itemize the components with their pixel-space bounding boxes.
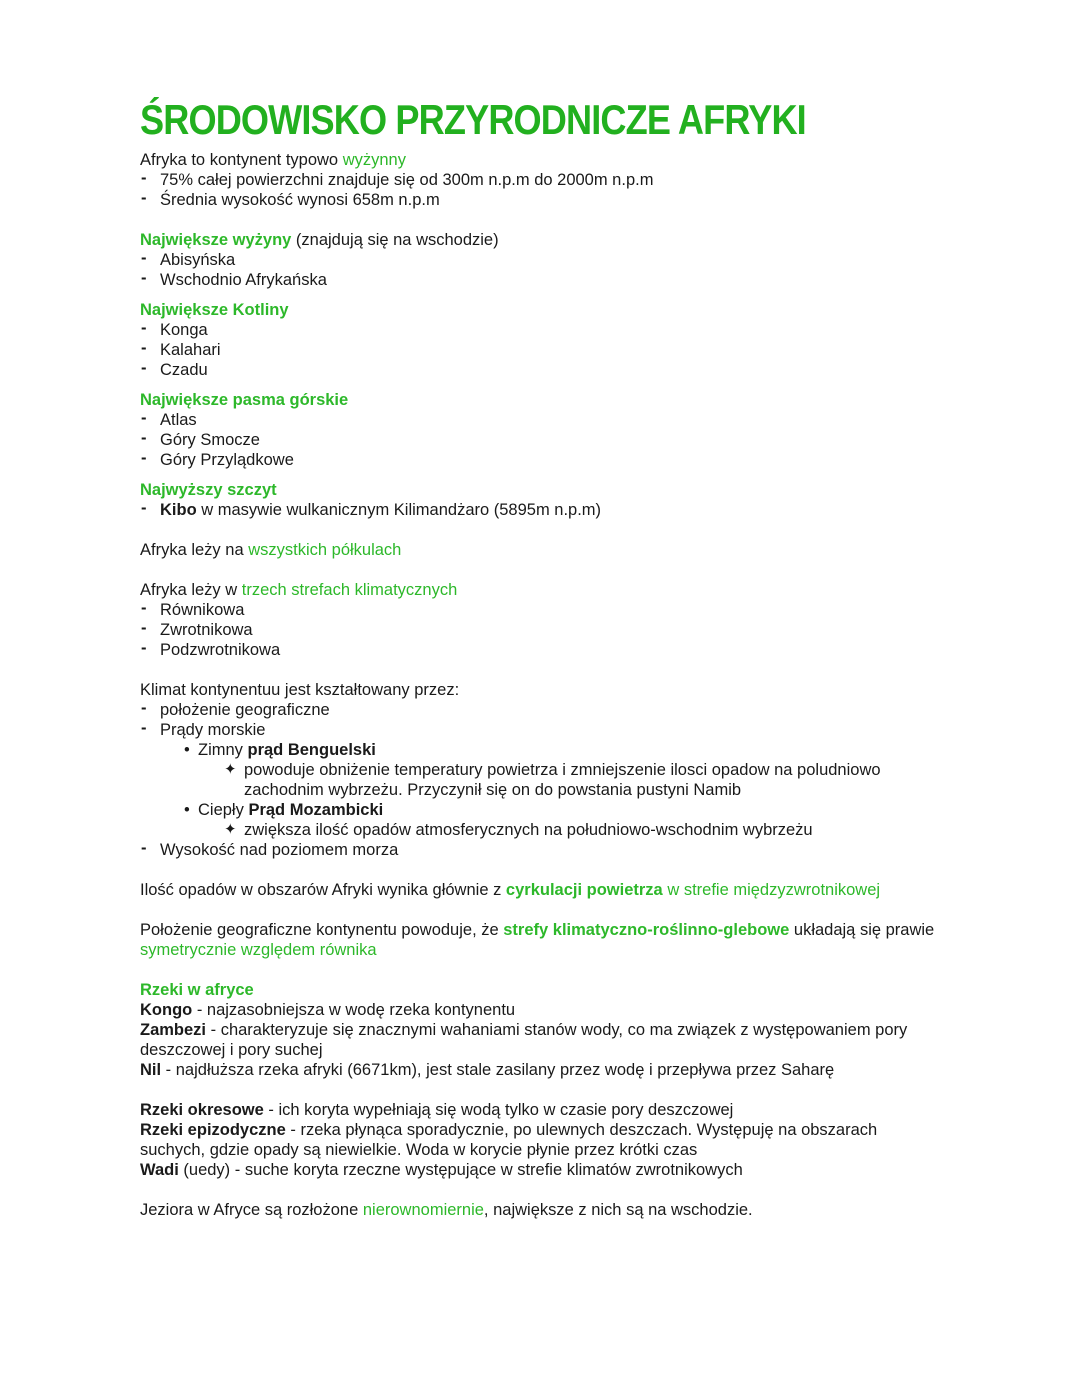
list-item: - Czadu	[140, 360, 940, 380]
polozenie-paragraph: Położenie geograficzne kontynentu powoduje, że strefy klimatyczno-roślinno-glebowe układają się prawie symetrycznie względem równika	[140, 921, 935, 959]
list-item: ✦ powoduje obniżenie temperatury powietrza i zmniejszenie ilosci opadow na poludniowo zachodnim wybrzeżu. Przyczynił się on do powstania pustyni Namib	[224, 760, 940, 800]
river-type-okresowe: Rzeki okresowe - ich koryta wypełniają się wodą tylko w czasie pory deszczowej	[140, 1101, 734, 1119]
list-item: - Równikowa	[140, 600, 940, 620]
list-item: - Kalahari	[140, 340, 940, 360]
river-type-wadi: Wadi (uedy) - suche koryta rzeczne występujące w strefie klimatów zwrotnikowych	[140, 1161, 743, 1179]
currents-list	[160, 740, 940, 840]
wyzyny-list	[140, 250, 940, 290]
polkule-line: Afryka leży na wszystkich półkulach	[140, 541, 402, 559]
jeziora-paragraph: Jeziora w Afryce są rozłożone nierownomiernie, największe z nich są na wschodzie.	[140, 1201, 753, 1219]
cold-effect-list	[198, 760, 940, 800]
river-kongo: Kongo - najzasobniejsza w wodę rzeka kontynentu	[140, 1001, 516, 1019]
list-item: - Zwrotnikowa	[140, 620, 940, 640]
document-body	[140, 96, 940, 1220]
section-heading-wyzyny: Największe wyżyny (znajdują się na wschodzie)	[140, 231, 499, 249]
list-item: - Prądy morskie • Zimny prąd Benguelski ✦ powoduje obniżenie temperatury powietrza i zmniejszenie ilosci opadow na poludniowo zachodnim wybrzeżu. Przyczynił się on do powstania pustyni Namib • Ciepły Prąd Mozambicki ✦ zwiększa ilość opadów atmosferycznych na południowo-wschodnim wybrzeżu	[140, 720, 940, 840]
list-item: - Atlas	[140, 410, 940, 430]
list-item: - położenie geograficzne	[140, 700, 940, 720]
list-item: - Podzwrotnikowa	[140, 640, 940, 660]
river-type-epizodyczne: Rzeki epizodyczne - rzeka płynąca sporadycznie, po ulewnych deszczach. Występuję na obszarach suchych, gdzie opady są niewielkie. Woda w korycie płynie przez krótki czas	[140, 1121, 878, 1159]
page-title: ŚRODOWISKO PRZYRODNICZE AFRYKI	[140, 96, 806, 143]
list-item: • Zimny prąd Benguelski ✦ powoduje obniżenie temperatury powietrza i zmniejszenie ilosci opadow na poludniowo zachodnim wybrzeżu. Przyczynił się on do powstania pustyni Namib	[182, 740, 940, 800]
klimat-intro: Klimat kontynentuu jest kształtowany przez:	[140, 681, 460, 699]
strefy-line: Afryka leży w trzech strefach klimatycznych	[140, 581, 458, 599]
section-heading-rzeki: Rzeki w afryce	[140, 981, 254, 999]
list-item: ✦ zwiększa ilość opadów atmosferycznych na południowo-wschodnim wybrzeżu	[224, 820, 940, 840]
section-heading-kotliny: Największe Kotliny	[140, 301, 289, 319]
river-zambezi: Zambezi - charakteryzuje się znacznymi wahaniami stanów wody, co ma związek z występowaniem pory deszczowej i pory suchej	[140, 1021, 908, 1059]
river-nil: Nil - najdłuższa rzeka afryki (6671km), jest stale zasilany przez wodę i przepływa przez Saharę	[140, 1061, 835, 1079]
list-item: - 75% całej powierzchni znajduje się od 300m n.p.m do 2000m n.p.m	[140, 170, 940, 190]
kotliny-list	[140, 320, 940, 380]
list-item: - Średnia wysokość wynosi 658m n.p.m	[140, 190, 940, 210]
list-item: - Wysokość nad poziomem morza	[140, 840, 940, 860]
intro-list	[140, 170, 940, 210]
opady-paragraph: Ilość opadów w obszarów Afryki wynika głównie z cyrkulacji powietrza w strefie międzyzwrotnikowej	[140, 881, 881, 899]
intro-line: Afryka to kontynent typowo wyżynny	[140, 151, 406, 169]
section-heading-szczyt: Najwyższy szczyt	[140, 481, 277, 499]
strefy-list	[140, 600, 940, 660]
section-heading-gory: Największe pasma górskie	[140, 391, 349, 409]
list-item: - Konga	[140, 320, 940, 340]
list-item: - Góry Smocze	[140, 430, 940, 450]
szczyt-list	[140, 500, 940, 520]
list-item: - Abisyńska	[140, 250, 940, 270]
list-item: - Wschodnio Afrykańska	[140, 270, 940, 290]
list-item: • Ciepły Prąd Mozambicki ✦ zwiększa ilość opadów atmosferycznych na południowo-wschodnim wybrzeżu	[182, 800, 940, 840]
klimat-list	[140, 700, 940, 860]
list-item: - Góry Przylądkowe	[140, 450, 940, 470]
warm-effect-list	[198, 820, 940, 840]
gory-list	[140, 410, 940, 470]
list-item: - Kibo w masywie wulkanicznym Kilimandżaro (5895m n.p.m)	[140, 500, 940, 520]
